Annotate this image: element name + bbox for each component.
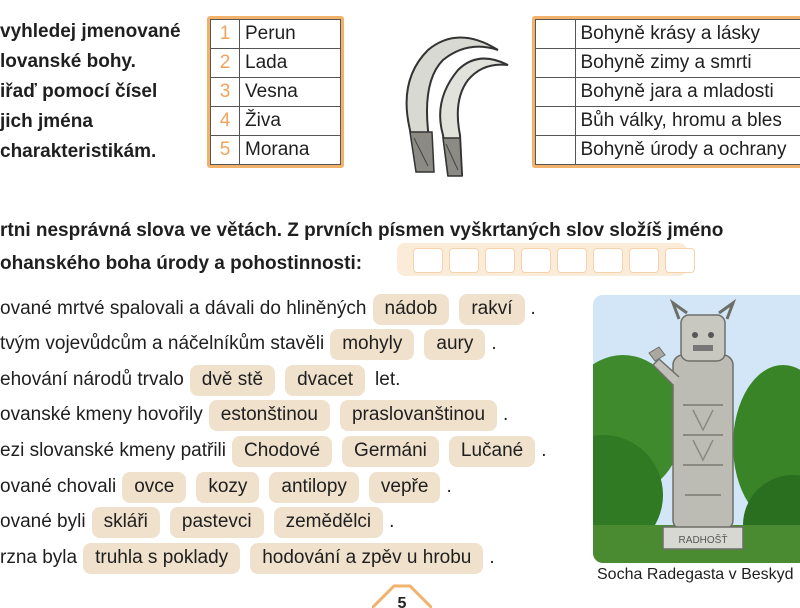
sentence-end: .	[503, 404, 508, 426]
page-number: 5	[398, 595, 407, 608]
radegast-statue-photo	[593, 295, 800, 563]
characteristic-text: Bohyně úrody a ochrany	[575, 136, 800, 165]
answer-letter-box[interactable]	[557, 248, 587, 273]
god-number: 1	[211, 20, 240, 49]
sentence	[0, 434, 547, 468]
word-option[interactable]: ovce	[122, 472, 186, 503]
answer-cell[interactable]	[536, 20, 576, 49]
word-option[interactable]: Chodové	[232, 436, 332, 467]
sentence	[0, 541, 495, 575]
sentence	[0, 505, 394, 539]
sentence	[0, 292, 536, 326]
word-option[interactable]: zemědělci	[274, 507, 384, 538]
sentence-end: .	[541, 440, 546, 462]
answer-cell[interactable]	[536, 49, 576, 78]
sentence-end: let.	[375, 369, 400, 391]
word-option[interactable]: nádob	[373, 294, 450, 325]
characteristic-text: Bohyně krásy a lásky	[575, 20, 800, 49]
characteristic-text: Bohyně zimy a smrti	[575, 49, 800, 78]
table-row	[536, 107, 800, 136]
task1-instruction-line: charakteristikám.	[0, 137, 200, 167]
answer-letter-box[interactable]	[593, 248, 623, 273]
answer-letter-box[interactable]	[521, 248, 551, 273]
sentence-end: .	[491, 333, 496, 355]
sentence-text: ované mrtvé spalovali a dávali do hliněných	[0, 298, 367, 320]
god-number: 2	[211, 49, 240, 78]
sentence-text: ované byli	[0, 511, 86, 533]
word-option[interactable]: dvacet	[285, 365, 365, 396]
table-row	[211, 49, 341, 78]
god-number: 3	[211, 78, 240, 107]
god-name: Lada	[240, 49, 341, 78]
word-option[interactable]: mohyly	[330, 329, 414, 360]
task1-instruction-line: lovanské bohy.	[0, 47, 200, 77]
god-name: Morana	[240, 136, 341, 165]
answer-letter-box[interactable]	[413, 248, 443, 273]
word-option[interactable]: Germáni	[342, 436, 439, 467]
task1-instruction	[0, 17, 200, 167]
task2-instruction-line: rtni nesprávná slova ve větách. Z prvních písmen vyškrtaných slov složíš jméno	[0, 214, 723, 247]
characteristics-table	[532, 16, 800, 168]
sentence	[0, 398, 508, 432]
sentence-text: ezi slovanské kmeny patřili	[0, 440, 226, 462]
table-row	[211, 136, 341, 165]
word-option[interactable]: aury	[424, 329, 485, 360]
table-row	[211, 78, 341, 107]
table-row	[211, 107, 341, 136]
sentence-end: .	[531, 298, 536, 320]
sentence-end: .	[446, 476, 451, 498]
god-name: Vesna	[240, 78, 341, 107]
sentence-text: ehování národů trvalo	[0, 369, 184, 391]
sentence-text: rzna byla	[0, 547, 77, 569]
task2-instruction-line: ohanského boha úrody a pohostinnosti:	[0, 247, 723, 280]
answer-cell[interactable]	[536, 107, 576, 136]
pedestal-inscription: RADHOŠŤ	[679, 533, 728, 546]
sickles-illustration	[388, 20, 518, 180]
answer-letter-box[interactable]	[485, 248, 515, 273]
answer-letter-box[interactable]	[629, 248, 659, 273]
characteristic-text: Bůh války, hromu a bles	[575, 107, 800, 136]
task1-instruction-line: jich jména	[0, 107, 200, 137]
sentence-text: tvým vojevůdcům a náčelníkům stavěli	[0, 333, 324, 355]
word-option[interactable]: vepře	[369, 472, 441, 503]
answer-letter-box[interactable]	[449, 248, 479, 273]
god-number: 4	[211, 107, 240, 136]
table-row	[536, 78, 800, 107]
god-name: Živa	[240, 107, 341, 136]
answer-cell[interactable]	[536, 78, 576, 107]
word-option[interactable]: truhla s poklady	[83, 543, 240, 574]
sentence	[0, 470, 452, 504]
characteristic-text: Bohyně jara a mladosti	[575, 78, 800, 107]
sentence	[0, 363, 400, 397]
task1-instruction-line: vyhledej jmenované	[0, 17, 200, 47]
word-option[interactable]: dvě stě	[190, 365, 275, 396]
god-number: 5	[211, 136, 240, 165]
answer-letter-box[interactable]	[665, 248, 695, 273]
word-option[interactable]: rakví	[459, 294, 524, 325]
page-number-badge	[372, 578, 432, 608]
sentence-text: ované chovali	[0, 476, 116, 498]
table-row	[211, 20, 341, 49]
sentence	[0, 327, 497, 361]
word-option[interactable]: pastevci	[170, 507, 264, 538]
god-name: Perun	[240, 20, 341, 49]
photo-caption: Socha Radegasta v Beskyd	[597, 566, 794, 584]
word-option[interactable]: praslovanštinou	[340, 400, 497, 431]
sentence-end: .	[389, 511, 394, 533]
table-row	[536, 49, 800, 78]
sentence-text: ovanské kmeny hovořily	[0, 404, 203, 426]
sentence-end: .	[489, 547, 494, 569]
word-option[interactable]: hodování a zpěv u hrobu	[250, 543, 483, 574]
word-option[interactable]: estonštinou	[209, 400, 330, 431]
answer-box	[397, 243, 687, 276]
table-row	[536, 20, 800, 49]
word-option[interactable]: kozy	[196, 472, 259, 503]
gods-table	[207, 16, 344, 168]
word-option[interactable]: Lučané	[449, 436, 535, 467]
table-row	[536, 136, 800, 165]
word-option[interactable]: skláři	[92, 507, 160, 538]
task1-instruction-line: iřaď pomocí čísel	[0, 77, 200, 107]
answer-cell[interactable]	[536, 136, 576, 165]
word-option[interactable]: antilopy	[269, 472, 359, 503]
